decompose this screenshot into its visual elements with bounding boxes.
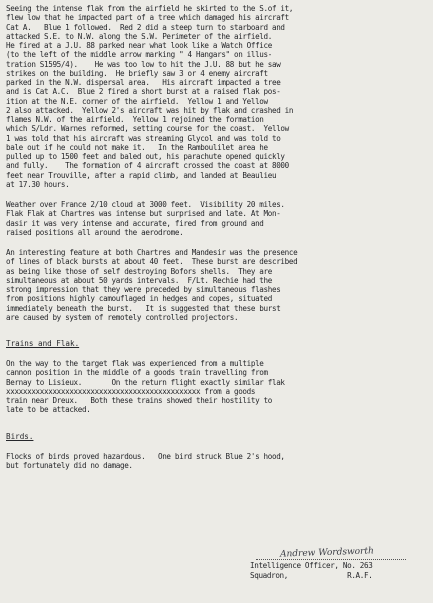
text-line: strikes on the building. He briefly saw 3 or 4 enemy aircraft	[6, 68, 268, 78]
text-line: flew low that he impacted part of a tree which damaged his aircraft	[6, 13, 289, 23]
text-line: He fired at a J.U. 88 parked near what look like a Watch Office	[6, 41, 272, 50]
paragraph-birds	[6, 452, 427, 471]
text-line: 1 was told that his aircraft was streaming Glycol and was told to	[6, 133, 281, 143]
text-line: bale out if he could not make it. In the Ramboulilet area he	[6, 142, 268, 152]
text-line: Cat A. Blue 1 followed. Red 2 did a steep turn to starboard and	[6, 22, 285, 32]
text-line: late to be attacked.	[6, 405, 91, 415]
text-line: Bernay to Lisieux. On the return flight exactly similar flak	[6, 377, 285, 387]
handwritten-signature: Andrew Wordsworth	[279, 546, 374, 560]
text-line: are caused by system of remotely controlled projectors.	[6, 312, 239, 322]
text-line: at 17.30 hours.	[6, 179, 70, 189]
text-line: from positions highly camouflaged in hedges and copes, situated	[6, 294, 272, 304]
text-line: Flak Flak at Chartres was intense but surprised and late. At Mon-	[6, 209, 281, 219]
text-line: tration S1595/4). He was too low to hit the J.U. 88 but he saw	[6, 59, 281, 69]
paragraph-spacer	[6, 189, 427, 200]
signature-title: Intelligence Officer, No. 263	[250, 561, 373, 570]
paragraph-spacer	[6, 237, 427, 248]
text-line: (to the left of the middle arrow marking " 4 Hangars" on illus-	[6, 50, 272, 60]
text-line: and is Cat A.C. Blue 2 fired a short burst at a raised flak pos-	[6, 87, 281, 97]
text-line: strong impression that they were preceded by simultaneous flashes	[6, 285, 281, 294]
signature-block	[250, 546, 430, 580]
paragraph-spacer	[6, 322, 427, 331]
text-line: xxxxxxxxxxxxxxxxxxxxxxxxxxxxxxxxxxxxxxxxxxxxxx from a goods	[6, 386, 256, 396]
text-line: parked in the N.W. dispersal area. His aircraft impacted a tree	[6, 78, 281, 87]
text-line: as being like those of self destroying Bofors shells. They are	[6, 266, 272, 276]
text-line: ition at the N.E. corner of the airfield. Yellow 1 and Yellow	[6, 96, 268, 106]
paragraph-spacer	[6, 350, 427, 359]
text-line: Seeing the intense flak from the airfield he skirted to the S.of it,	[6, 4, 294, 13]
text-line: simultaneous at about 50 yards intervals. F/Lt. Rechie had the	[6, 275, 272, 285]
text-line: which S/Ldr. Warnes reformed, setting course for the coast. Yellow	[6, 124, 289, 134]
text-line: Weather over France 2/10 cloud at 3000 feet. Visibility 20 miles.	[6, 200, 285, 209]
text-line: attacked S.E. to N.W. along the S.W. Perimeter of the airfield.	[6, 31, 272, 41]
paragraph-attack-narrative	[6, 4, 427, 189]
paragraph-spacer	[6, 415, 427, 424]
text-line: On the way to the target flak was experienced from a multiple	[6, 359, 264, 368]
text-line: cannon position in the middle of a goods train travelling from	[6, 368, 268, 378]
signature-rule	[256, 559, 406, 560]
text-line: flames N.W. of the airfield. Yellow 1 rejoined the formation	[6, 115, 264, 124]
text-line: feet near Trouville, after a rapid climb, and landed at Beaulieu	[6, 170, 277, 180]
text-line: and fully. The formation of 4 aircraft crossed the coast at 8000	[6, 161, 289, 171]
text-line: pulled up to 1500 feet and baled out, his parachute opened quickly	[6, 152, 285, 161]
text-line: but fortunately did no damage.	[6, 460, 133, 470]
text-line: immediately beneath the burst. It is suggested that these burst	[6, 303, 281, 313]
paragraph-trains-and-flak	[6, 359, 427, 415]
text-line: An interesting feature at both Chartres and Mandesir was the presence	[6, 248, 298, 257]
section-heading-birds: Birds.	[6, 431, 34, 441]
paragraph-spacer	[6, 443, 427, 452]
paragraph-interesting-feature	[6, 248, 427, 322]
text-line: of lines of black bursts at about 40 feet. These burst are described	[6, 257, 298, 267]
section-heading-trains: Trains and Flak.	[6, 339, 80, 348]
text-line: train near Dreux. Both these trains showed their hostility to	[6, 396, 272, 405]
paragraph-weather-flak	[6, 200, 427, 237]
text-line: Flocks of birds proved hazardous. One bird struck Blue 2's hood,	[6, 451, 285, 461]
text-line: raised positions all around the aerodrome.	[6, 227, 184, 237]
signature-unit: Squadron, R.A.F.	[250, 570, 373, 580]
text-line: 2 also attacked. Yellow 2's aircraft was hit by flak and crashed in	[6, 105, 294, 115]
text-line: dasir it was very intense and accurate, fired from ground and	[6, 218, 264, 228]
